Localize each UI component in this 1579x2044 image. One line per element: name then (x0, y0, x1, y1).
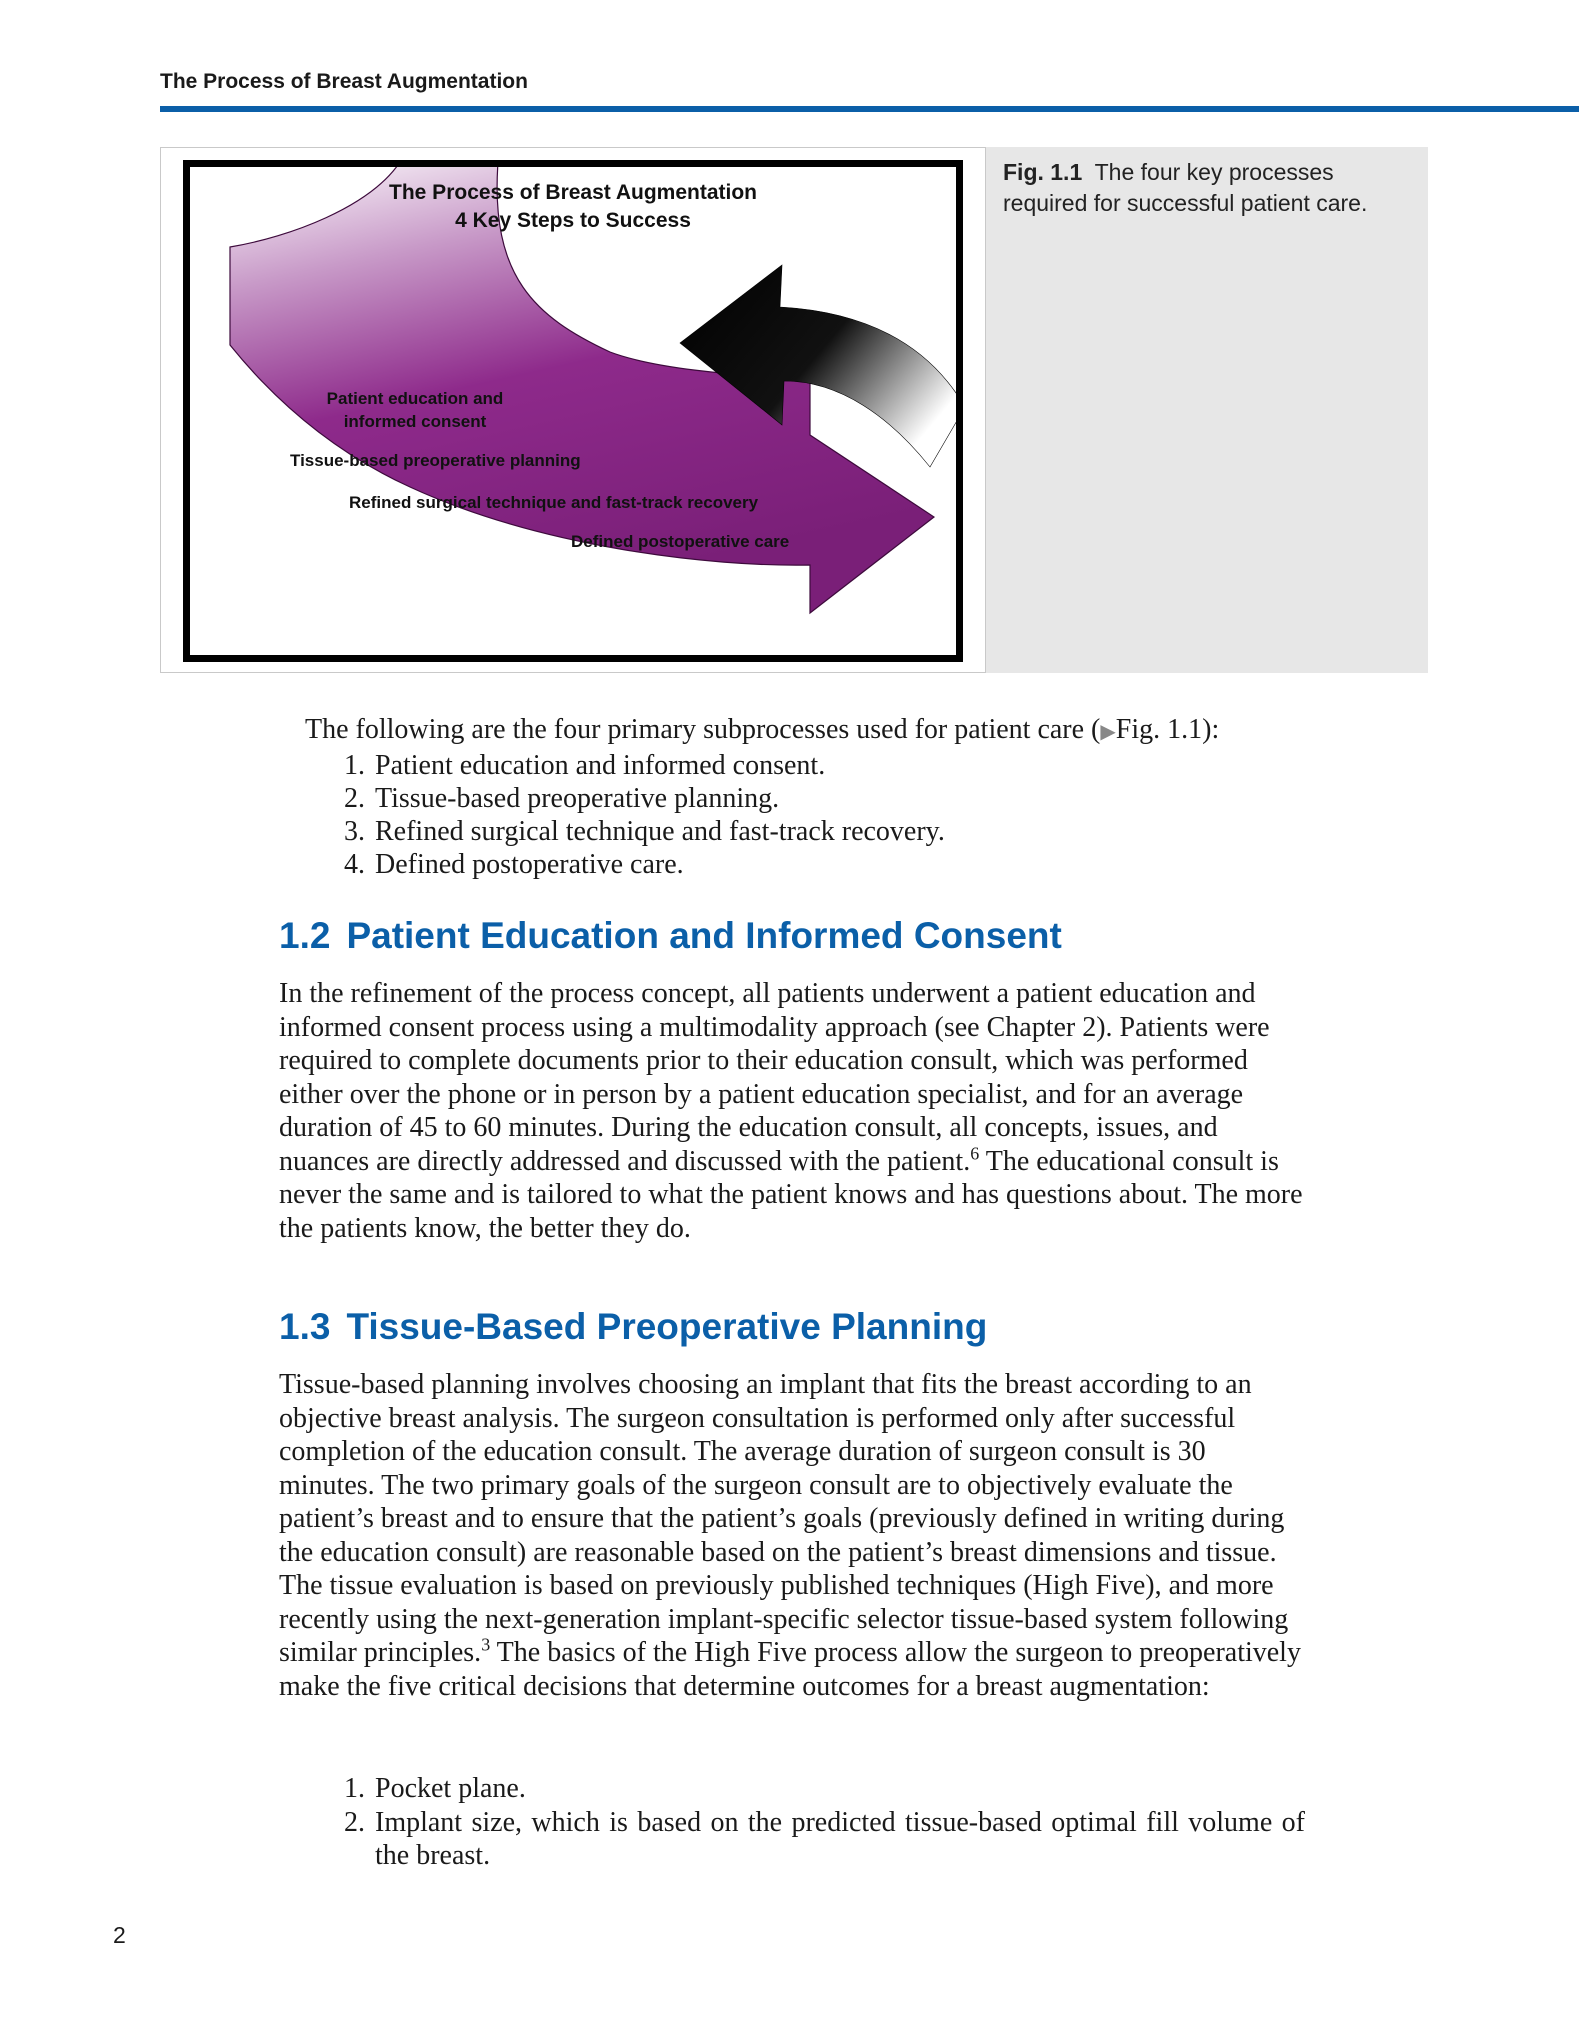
label-postoperative-care: Defined postoperative care (571, 532, 790, 551)
intro-paragraph: The following are the four primary subprocesses used for patient care (▶Fig. 1.1): 1. Patient education and informed consent. 2. Tissue-based preoperative planning. 3. Refined surgical technique and fast-track recovery. 4. Defined postoperative care. (305, 713, 1305, 881)
figure-image (160, 147, 986, 673)
label-patient-education: Patient education and informed consent (326, 389, 504, 431)
list-item: 2. Tissue-based preoperative planning. (344, 783, 780, 814)
running-header: The Process of Breast Augmentation (160, 70, 528, 93)
figure-caption (1003, 157, 1413, 219)
list-item: 1. Pocket plane. (344, 1773, 526, 1804)
section-1-2-body: In the refinement of the process concept, all patients underwent a patient education and informed consent process using a multimodality approach (see Chapter 2). Patients were required to complete documents prior to their education consult, which was performed either over the phone or in person by a patient education specialist, and for an average duration of 45 to 60 minutes. During the education consult, all concepts, issues, and nuances are directly addressed and discussed with the patient.$^6$ The educational consult is never the same and is tailored to what the patient knows and has questions about. The more the patients know, the better they do. (279, 978, 1303, 1244)
section-heading-1-3: 1.3 Tissue-Based Preoperative Planning (279, 1306, 988, 1347)
label-tissue-planning: Tissue-based preoperative planning (290, 451, 581, 470)
section-heading-1-2: 1.2 Patient Education and Informed Consent (279, 915, 1062, 956)
figure-reference-link[interactable]: Fig. 1.1 (1115, 714, 1203, 745)
decision-list (305, 1772, 1305, 1873)
caption-text: The four key processes required for successful patient care. (1003, 159, 1368, 216)
citation-superscript: 3 (481, 1634, 491, 1655)
triangle-right-icon: ▶ (1100, 721, 1116, 743)
list-item: 3. Refined surgical technique and fast-track recovery. (344, 816, 945, 847)
section-1-3-body: Tissue-based planning involves choosing an implant that fits the breast according to an objective breast analysis. The surgeon consultation is performed only after successful completion of the education consult. The average duration of surgeon consult is 30 minutes. The two primary goals of the surgeon consult are to objectively evaluate the patient’s breast and to ensure that the patient’s goals (previously defined in writing during the education consult) are reasonable based on the patient’s breast dimensions and tissue. The tissue evaluation is based on previously published techniques (High Five), and more recently using the next-generation implant-specific selector tissue-based system following similar principles.$^3$ The basics of the High Five process allow the surgeon to preoperatively make the five critical decisions that determine outcomes for a breast augmentation: (279, 1369, 1301, 1702)
header-rule (160, 106, 1579, 112)
list-item: 1. Patient education and informed consent. (344, 750, 826, 781)
label-surgical-technique: Refined surgical technique and fast-track recovery (349, 493, 759, 512)
caption-label: Fig. 1.1 (1003, 159, 1083, 185)
figure-title: The Process of Breast Augmentation 4 Key Steps to Success (389, 181, 757, 232)
subprocess-list (305, 749, 1305, 881)
figure-frame (183, 160, 963, 662)
list-item: 4. Defined postoperative care. (344, 849, 684, 880)
page-number: 2 (113, 1922, 126, 1948)
citation-superscript: 6 (970, 1143, 980, 1164)
list-item: 2. Implant size, which is based on the predicted tissue-based optimal fill volume of the breast. (344, 1806, 1305, 1871)
